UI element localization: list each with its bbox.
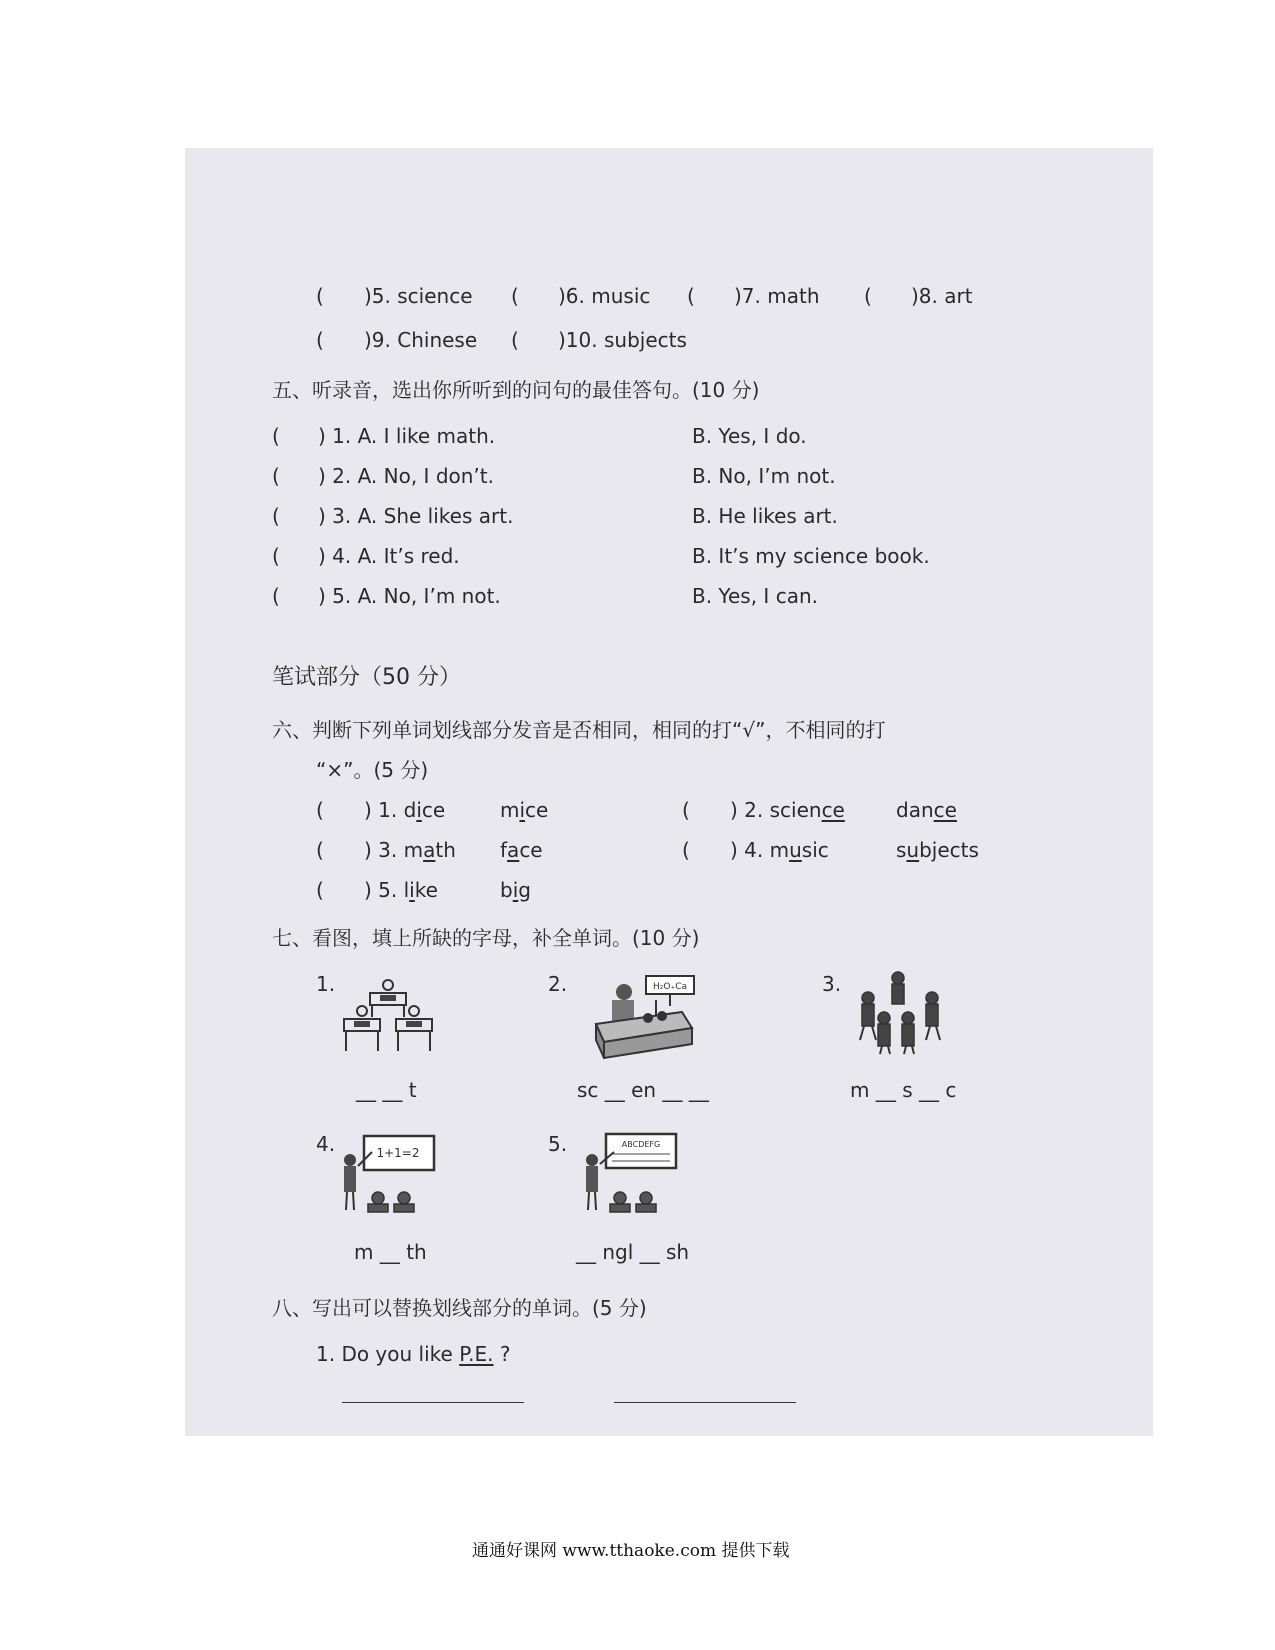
picture-number: 3. bbox=[822, 972, 842, 996]
judge-word: face bbox=[500, 838, 543, 862]
question-b: B. Yes, I can. bbox=[692, 584, 818, 608]
question-b: B. No, I’m not. bbox=[692, 464, 836, 488]
fill-answer: __ ngl __ sh bbox=[576, 1240, 690, 1264]
paren-5: ( bbox=[316, 284, 324, 308]
question-a: ) 1. A. I like math. bbox=[318, 424, 496, 448]
judge-item: ) 5. like bbox=[364, 878, 438, 902]
fill-answer: m __ th bbox=[354, 1240, 427, 1264]
footer-credit: 通通好课网 www.tthaoke.com 提供下载 bbox=[472, 1541, 790, 1561]
judge-item: ) 2. science bbox=[730, 798, 845, 822]
vocab-item: )8. art bbox=[911, 284, 973, 308]
math-teacher-picture bbox=[338, 1130, 438, 1222]
music-band-picture bbox=[852, 968, 952, 1056]
vocab-item: )6. music bbox=[558, 284, 651, 308]
question-b: B. It’s my science book. bbox=[692, 544, 930, 568]
judge-paren: ( bbox=[316, 878, 324, 902]
section6-title: 六、判断下列单词划线部分发音是否相同，相同的打“√”，不相同的打 bbox=[272, 718, 886, 742]
answer-paren: ( bbox=[272, 584, 280, 608]
judge-paren: ( bbox=[316, 838, 324, 862]
answer-paren: ( bbox=[272, 464, 280, 488]
answer-paren: ( bbox=[272, 424, 280, 448]
english-teacher-picture bbox=[580, 1130, 680, 1222]
fill-answer: __ __ t bbox=[356, 1078, 417, 1102]
science-board-text: H₂O₊Ca bbox=[652, 982, 688, 992]
question-a: ) 5. A. No, I’m not. bbox=[318, 584, 501, 608]
science-lab-picture bbox=[590, 970, 700, 1062]
section8-title: 八、写出可以替换划线部分的单词。(5 分) bbox=[272, 1296, 647, 1320]
answer-line bbox=[342, 1402, 524, 1403]
question-b: B. He likes art. bbox=[692, 504, 838, 528]
paren-7: ( bbox=[687, 284, 695, 308]
judge-word: big bbox=[500, 878, 531, 902]
paren-9: ( bbox=[316, 328, 324, 352]
picture-number: 1. bbox=[316, 972, 336, 996]
answer-paren: ( bbox=[272, 544, 280, 568]
section7-title: 七、看图，填上所缺的字母，补全单词。(10 分) bbox=[272, 926, 700, 950]
answer-line bbox=[614, 1402, 796, 1403]
replace-question: 1. Do you like P.E. ? bbox=[316, 1342, 511, 1366]
judge-paren: ( bbox=[316, 798, 324, 822]
paren-10: ( bbox=[511, 328, 519, 352]
judge-item: ) 4. music bbox=[730, 838, 829, 862]
question-a: ) 4. A. It’s red. bbox=[318, 544, 460, 568]
section6-title-cont: “×”。(5 分) bbox=[316, 758, 429, 782]
vocab-item: )5. science bbox=[364, 284, 473, 308]
vocab-item: )10. subjects bbox=[558, 328, 687, 352]
judge-item: ) 3. math bbox=[364, 838, 456, 862]
answer-paren: ( bbox=[272, 504, 280, 528]
picture-number: 4. bbox=[316, 1132, 336, 1156]
vocab-item: )7. math bbox=[734, 284, 820, 308]
judge-item: ) 1. dice bbox=[364, 798, 446, 822]
picture-number: 5. bbox=[548, 1132, 568, 1156]
fill-answer: m __ s __ c bbox=[850, 1078, 957, 1102]
judge-word: subjects bbox=[896, 838, 979, 862]
judge-word: dance bbox=[896, 798, 957, 822]
paren-6: ( bbox=[511, 284, 519, 308]
judge-word: mice bbox=[500, 798, 549, 822]
paren-8: ( bbox=[864, 284, 872, 308]
math-board-text: 1+1=2 bbox=[376, 1146, 420, 1160]
section5-title: 五、听录音，选出你所听到的问句的最佳答句。(10 分) bbox=[272, 378, 760, 402]
judge-paren: ( bbox=[682, 838, 690, 862]
question-a: ) 2. A. No, I don’t. bbox=[318, 464, 494, 488]
question-b: B. Yes, I do. bbox=[692, 424, 807, 448]
judge-paren: ( bbox=[682, 798, 690, 822]
english-board-text: ABCDEFG bbox=[621, 1140, 661, 1149]
question-a: ) 3. A. She likes art. bbox=[318, 504, 514, 528]
picture-number: 2. bbox=[548, 972, 568, 996]
classroom-desks-picture bbox=[340, 975, 440, 1057]
written-part-title: 笔试部分（50 分） bbox=[272, 665, 461, 690]
fill-answer: sc __ en __ __ bbox=[577, 1078, 709, 1102]
vocab-item: )9. Chinese bbox=[364, 328, 478, 352]
